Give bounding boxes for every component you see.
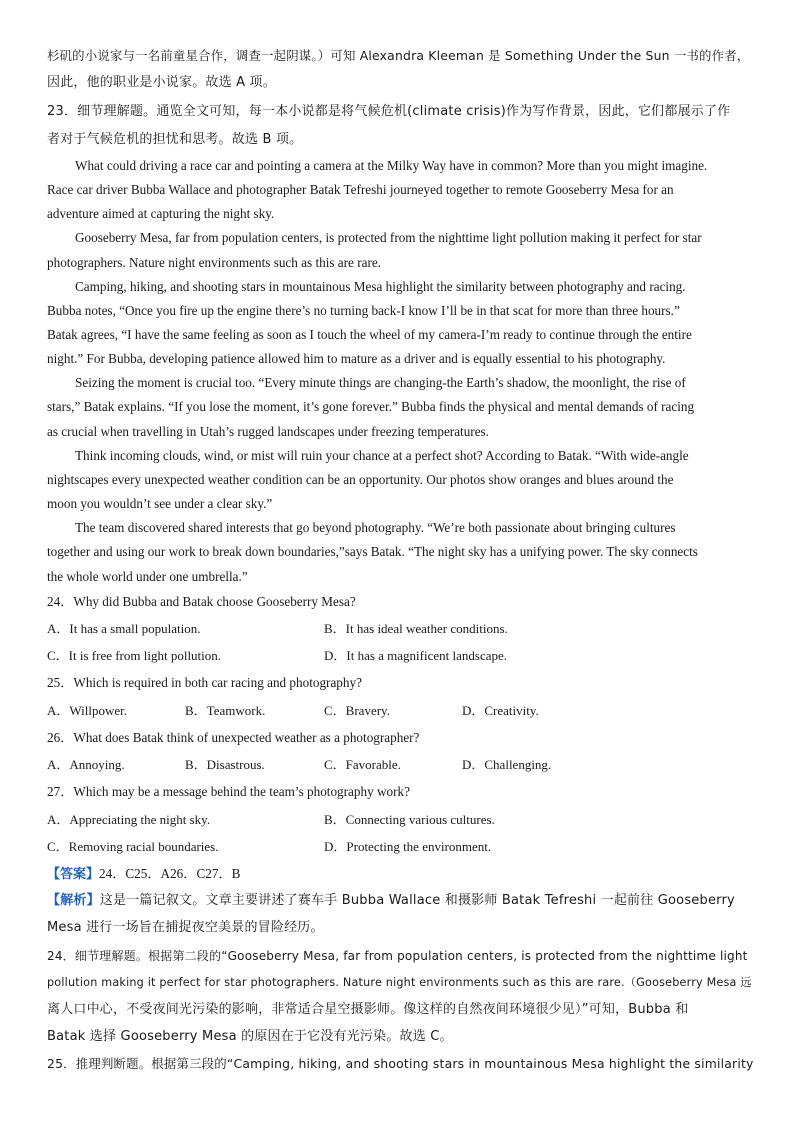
question-stem-26: 26．What does Batak think of unexpected weather as a photographer? <box>47 730 420 745</box>
q26-option-a: A．Annoying. <box>47 757 125 772</box>
passage-line: the whole world under one umbrella.” <box>47 569 248 584</box>
q25-option-c: C．Bravery. <box>324 703 390 718</box>
q24-option-d: D．It has a magnificent landscape. <box>324 648 508 663</box>
analysis-line-1 <box>47 891 735 911</box>
passage-line: together and using our work to break down boundaries,”says Batak. “The night sky has a unifying power. The sky connects <box>47 544 698 559</box>
passage-line: What could driving a race car and pointing a camera at the Milky Way have in common? More than you might imagine. <box>75 158 708 173</box>
q23-explanation-line-2: 者对于气候危机的担忧和思考。故选 B 项。 <box>47 132 303 147</box>
q24-option-c: C．It is free from light pollution. <box>47 648 222 663</box>
passage-line: Gooseberry Mesa, far from population centers, is protected from the nighttime light pollution making it perfect for star <box>75 230 702 245</box>
q24-explanation-line-2: pollution making it perfect for star photographers. Nature night environments such as this are rare.（Gooseberry Mesa 远 <box>47 976 752 989</box>
passage-line: adventure aimed at capturing the night sky. <box>47 206 275 221</box>
question-stem-27: 27．Which may be a message behind the team’s photography work? <box>47 784 410 799</box>
q26-option-b: B．Disastrous. <box>185 757 265 772</box>
q25-explanation-line-1: 25．推理判断题。根据第三段的“Camping, hiking, and shooting stars in mountainous Mesa highlight the similarity <box>47 1056 754 1071</box>
q24-explanation-line-1: 24．细节理解题。根据第二段的“Gooseberry Mesa, far from population centers, is protected from the nighttime light <box>47 949 748 963</box>
intro-line-1: 杉矶的小说家与一名前童星合作，调查一起阴谋。）可知 Alexandra Kleeman 是 Something Under the Sun 一书的作者， <box>47 48 750 63</box>
answer-line <box>47 864 240 885</box>
q25-option-d: D．Creativity. <box>462 703 539 718</box>
passage-line: Seizing the moment is crucial too. “Every minute things are changing-the Earth’s shadow, the moonlight, the rise of <box>75 375 686 390</box>
q24-option-a: A．It has a small population. <box>47 621 201 636</box>
answer-text: 24．C25．A26．C27．B <box>99 866 241 881</box>
q27-option-b: B．Connecting various cultures. <box>324 812 495 827</box>
intro-line-2: 因此，他的职业是小说家。故选 A 项。 <box>47 75 276 90</box>
passage-line: Camping, hiking, and shooting stars in mountainous Mesa highlight the similarity between photography and racing. <box>75 279 686 294</box>
q25-option-b: B．Teamwork. <box>185 703 266 718</box>
passage-line: nightscapes every unexpected weather condition can be an opportunity. Our photos show oranges and blues around the <box>47 472 674 487</box>
q24-option-b: B．It has ideal weather conditions. <box>324 621 508 636</box>
question-stem-25: 25．Which is required in both car racing and photography? <box>47 675 362 690</box>
analysis-line-2: Mesa 进行一场旨在捕捉夜空美景的冒险经历。 <box>47 920 324 935</box>
passage-line: moon you wouldn’t see under a clear sky.” <box>47 496 273 511</box>
question-stem-24: 24．Why did Bubba and Batak choose Gooseberry Mesa? <box>47 594 356 609</box>
q23-explanation-line-1: 23．细节理解题。通览全文可知，每一本小说都是将气候危机(climate crisis)作为写作背景，因此，它们都展示了作 <box>47 104 731 119</box>
q26-option-c: C．Favorable. <box>324 757 401 772</box>
passage-line: as crucial when travelling in Utah’s rugged landscapes under freezing temperatures. <box>47 424 489 439</box>
passage-line: Bubba notes, “Once you fire up the engine there’s no turning back-I know I’ll be in that scat for more than three hours.” <box>47 303 680 318</box>
passage-line: night.” For Bubba, developing patience allowed him to mature as a driver and is equally essential to his photography. <box>47 351 666 366</box>
q24-explanation-line-3: 离人口中心，不受夜间光污染的影响，非常适合星空摄影师。像这样的自然夜间环境很少见）”可知，Bubba 和 <box>47 1002 689 1017</box>
passage-line: Think incoming clouds, wind, or mist will ruin your chance at a perfect shot? According to Batak. “With wide-angle <box>75 448 689 463</box>
passage-line: Race car driver Bubba Wallace and photographer Batak Tefreshi journeyed together to remote Gooseberry Mesa for an <box>47 182 674 197</box>
q26-option-d: D．Challenging. <box>462 757 552 772</box>
analysis-tag: 【解析】 <box>47 893 100 908</box>
q27-option-a: A．Appreciating the night sky. <box>47 812 211 827</box>
passage-line: Batak agrees, “I have the same feeling as soon as I touch the wheel of my camera-I’m ready to continue through the entire <box>47 327 692 342</box>
answer-tag: 【答案】 <box>47 867 100 882</box>
q27-option-d: D．Protecting the environment. <box>324 839 492 854</box>
passage-line: The team discovered shared interests that go beyond photography. “We’re both passionate about bringing cultures <box>75 520 676 535</box>
passage-line: photographers. Nature night environments such as this are rare. <box>47 255 381 270</box>
analysis-text: 这是一篇记叙文。文章主要讲述了赛车手 Bubba Wallace 和摄影师 Batak Tefreshi 一起前往 Gooseberry <box>99 893 735 908</box>
q24-explanation-line-4: Batak 选择 Gooseberry Mesa 的原因在于它没有光污染。故选 C。 <box>47 1029 453 1044</box>
passage-line: stars,” Batak explains. “If you lose the moment, it’s gone forever.” Bubba finds the physical and mental demands of racing <box>47 399 695 414</box>
q27-option-c: C．Removing racial boundaries. <box>47 839 219 854</box>
q25-option-a: A．Willpower. <box>47 703 127 718</box>
